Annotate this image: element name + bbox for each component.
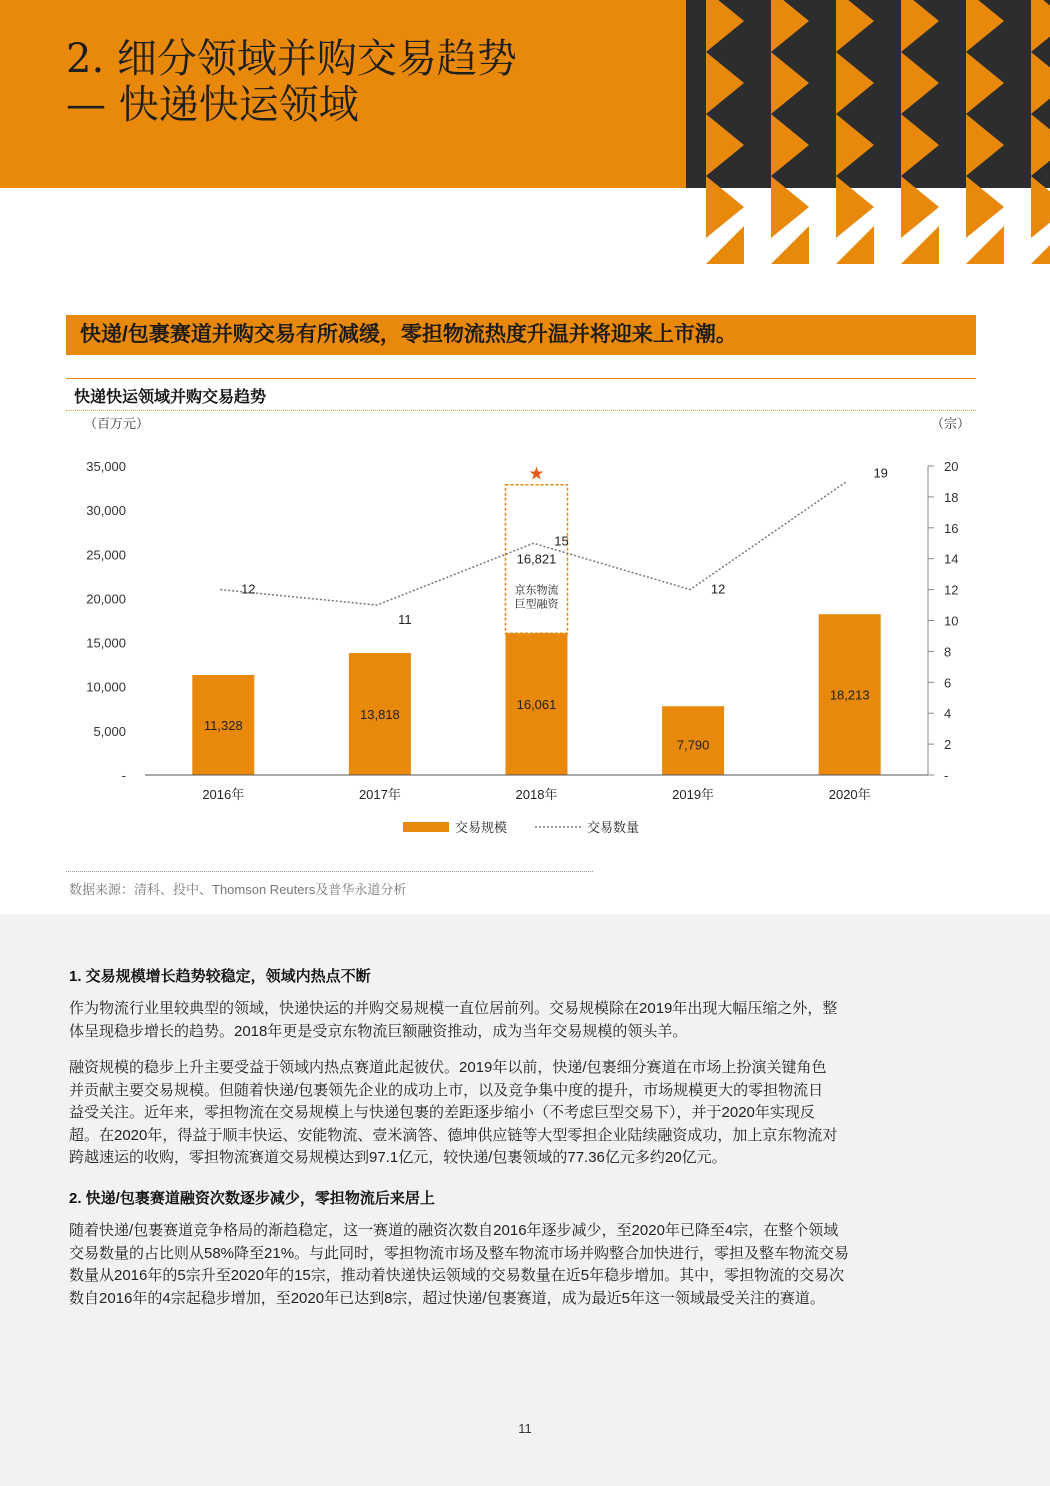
extra-note-line2: 巨型融资 [514, 598, 559, 611]
extra-note-line1: 京东物流 [514, 584, 559, 597]
chart-title-rule-top [66, 378, 976, 379]
page-title [66, 36, 517, 128]
line-value-label: 19 [873, 465, 888, 481]
y-right-tick-label: 20 [944, 459, 959, 474]
section2-heading: 2. 快递/包裹赛道融资次数逐步减少，零担物流后来居上 [69, 1190, 435, 1207]
page-title-line2: — 快递快运领域 [66, 82, 359, 128]
source-rule [66, 871, 593, 872]
headline-banner: 快递/包裹赛道并购交易有所减缓，零担物流热度升温并将迎来上市潮。 [66, 315, 976, 355]
bar-value-label: 7,790 [676, 737, 710, 753]
line-value-label: 12 [710, 581, 726, 597]
y-right-unit-label: （宗） [930, 416, 970, 431]
star-icon: ★ [528, 463, 545, 484]
y-left-tick-label: 20,000 [86, 591, 126, 607]
y-right-tick-label: 12 [944, 582, 959, 598]
section2-p1-line2: 交易数量的占比则从58%降至21%。与此同时，零担物流市场及整车物流市场并购整合加快进行，零担及整车物流交易 [69, 1244, 850, 1262]
extra-value-label: 16,821 [516, 551, 557, 567]
decorative-chevron-pattern [686, 0, 1050, 264]
y-right-tick-label: 18 [944, 489, 959, 505]
section1-p2-line5: 跨越速运的收购，零担物流赛道交易规模达到97.1亿元，较快递/包裹领域的77.36亿元多约20亿元。 [69, 1149, 727, 1166]
y-right-tick-label: 14 [944, 551, 959, 567]
y-left-tick-label: 15,000 [86, 635, 126, 651]
bar-value-label: 18,213 [829, 687, 870, 703]
y-left-tick-label: 10,000 [86, 679, 126, 695]
y-right-tick-label: 8 [944, 644, 952, 660]
page-title-line1: 2. 细分领域并购交易趋势 [66, 36, 517, 82]
section2-p1-line1: 随着快递/包裹赛道竞争格局的渐趋稳定，这一赛道的融资次数自2016年逐步减少，至2020年已降至4宗，在整个领域 [69, 1222, 839, 1239]
y-right-tick-label: - [944, 768, 949, 783]
section1-p2-line4: 超。在2020年，得益于顺丰快运、安能物流、壹米滴答、德坤供应链等大型零担企业陆续融资成功，加上京东物流对 [69, 1126, 838, 1144]
x-tick-label: 2017年 [358, 787, 401, 802]
section2-p1-line3: 数量从2016年的5宗升至2020年的15宗，推动着快递快运领域的交易数量在近5年稳步增加。其中，零担物流的交易次 [69, 1267, 845, 1284]
y-right-tick-label: 2 [944, 737, 952, 753]
section1-p2-line2: 并贡献主要交易规模。但随着快递/包裹领先企业的成功上市，以及竞争集中度的提升，市场规模更大的零担物流日 [69, 1081, 824, 1099]
section1-p1-line2: 体呈现稳步增长的趋势。2018年更是受京东物流巨额融资推动，成为当年交易规模的领头羊。 [69, 1022, 688, 1040]
data-source-note: 数据来源：清科、投中、Thomson Reuters及普华永道分析 [69, 882, 407, 897]
section1-heading: 1. 交易规模增长趋势较稳定，领域内热点不断 [69, 968, 371, 985]
y-right-tick-label: 4 [944, 706, 952, 722]
bar-value-label: 11,328 [203, 717, 243, 733]
x-tick-label: 2018年 [515, 787, 558, 802]
y-left-tick-label: - [121, 768, 126, 783]
legend-bar-swatch [403, 822, 449, 832]
x-tick-label: 2016年 [202, 787, 245, 802]
legend-line-label: 交易数量 [587, 820, 640, 835]
bar-value-label: 13,818 [360, 707, 400, 723]
y-left-tick-label: 25,000 [86, 547, 126, 563]
section1-p2-line3: 益受关注。近年来，零担物流在交易规模上与快递包裹的差距逐步缩小（不考虑巨型交易下），并于2020年实现反 [69, 1104, 815, 1121]
x-tick-label: 2020年 [828, 787, 871, 802]
y-right-tick-label: 10 [944, 613, 959, 629]
chart-title: 快递快运领域并购交易趋势 [74, 389, 267, 406]
y-left-tick-label: 35,000 [86, 459, 126, 474]
legend-bar-label: 交易规模 [455, 820, 508, 835]
x-tick-label: 2019年 [672, 787, 715, 802]
bar-value-label: 16,061 [516, 697, 557, 713]
line-value-label: 11 [398, 612, 412, 628]
section1-p1-line1: 作为物流行业里较典型的领域，快递快运的并购交易规模一直位居前列。交易规模除在2019年出现大幅压缩之外，整 [69, 1000, 838, 1017]
y-left-tick-label: 5,000 [93, 723, 126, 739]
section1-p2-line1: 融资规模的稳步上升主要受益于领域内热点赛道此起彼伏。2019年以前，快递/包裹细分赛道在市场上扮演关键角色 [69, 1059, 827, 1076]
section2-paragraph1 [69, 1220, 981, 1310]
line-value-label: 15 [554, 533, 569, 549]
section1-paragraph2 [69, 1057, 981, 1170]
y-left-tick-label: 30,000 [86, 503, 126, 519]
line-value-label: 12 [241, 581, 256, 597]
page-number: 11 [518, 1421, 532, 1436]
y-right-tick-label: 16 [944, 520, 959, 536]
deal-trend-chart [0, 410, 1050, 870]
y-right-tick-label: 6 [944, 675, 952, 691]
section2-p1-line4: 数自2016年的4宗起稳步增加，至2020年已达到8宗，超过快递/包裹赛道，成为最近5年这一领域最受关注的赛道。 [69, 1289, 825, 1307]
section1-paragraph1 [69, 998, 981, 1043]
y-left-unit-label: （百万元） [84, 416, 150, 431]
